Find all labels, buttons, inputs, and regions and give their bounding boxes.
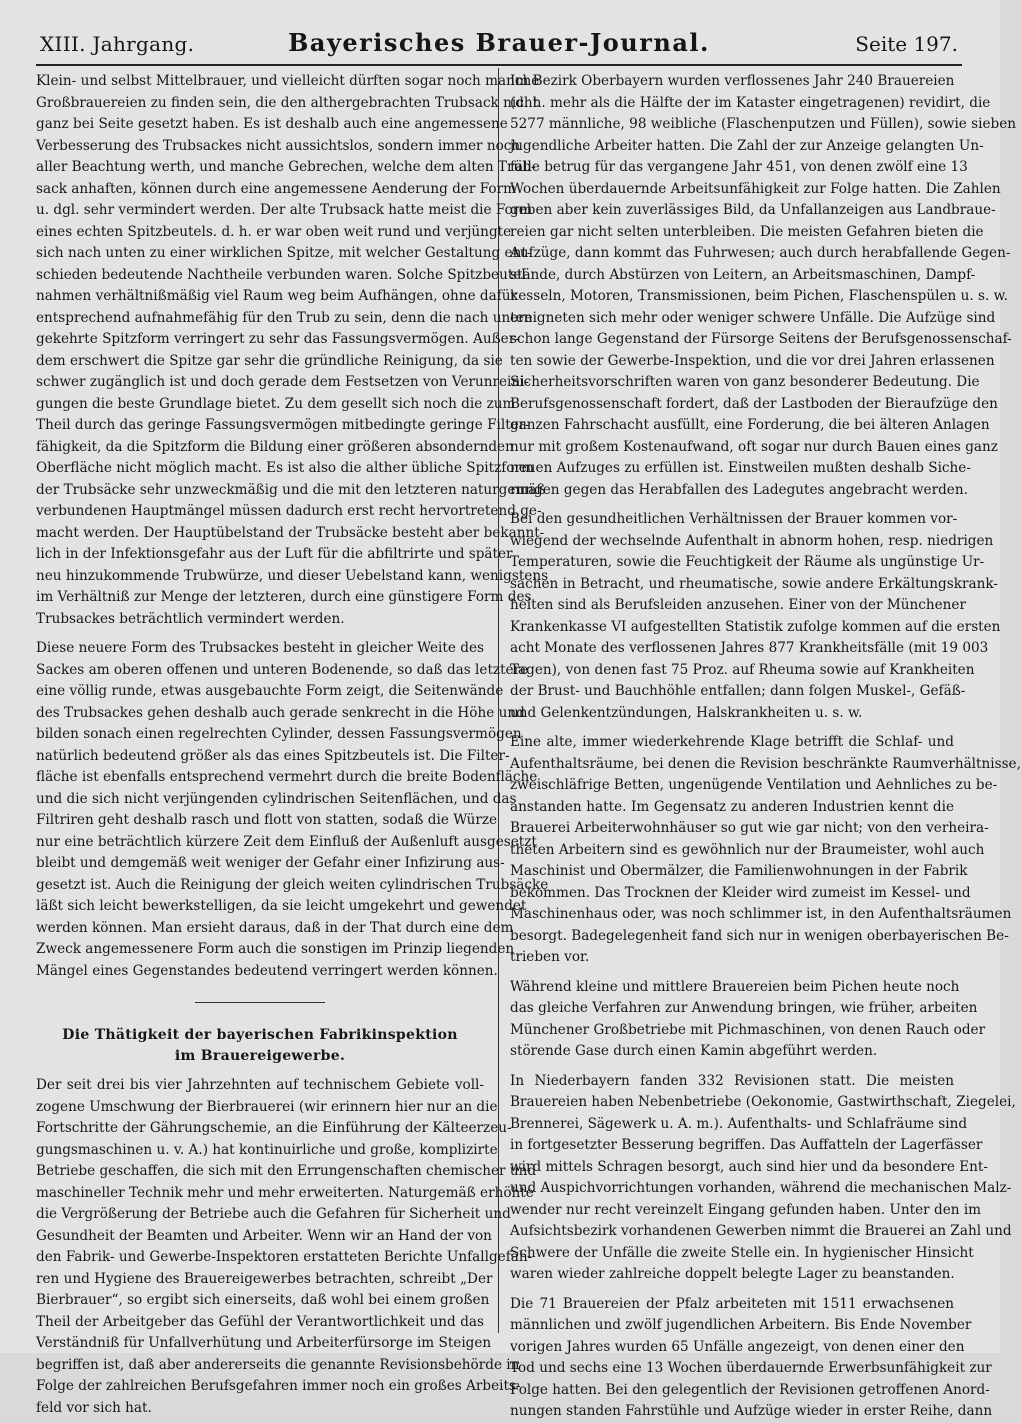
text-line: ganzen Fahrschacht ausfüllt, eine Forderung, die bei älteren Anlagen	[510, 417, 990, 433]
text-line: der Brust- und Bauchhöhle entfallen; dann folgen Muskel-, Gefäß-	[510, 683, 966, 699]
text-line: fähigkeit, da die Spitzform die Bildung einer größeren absondernden	[36, 438, 514, 455]
text-line: besorgt. Badegelegenheit fand sich nur in wenigen oberbayerischen Be-	[510, 927, 1009, 944]
text-line: im Verhältniß zur Menge der letzteren, durch eine günstigere Form des	[36, 589, 532, 605]
text-line: nur eine beträchtlich kürzere Zeit dem Einfluß der Außenluft ausgesetzt	[36, 833, 537, 850]
page-header	[40, 28, 958, 62]
text-line: schieden bedeutende Nachtheile verbunden waren. Solche Spitzbeutel	[36, 266, 526, 283]
text-line: Gesundheit der Beamten und Arbeiter. Wenn wir an Hand der von	[36, 1227, 492, 1244]
text-line: Bierbrauer“, so ergibt sich einerseits, daß wohl bei einem großen	[36, 1292, 490, 1308]
text-line: Sicherheitsvorschriften waren von ganz besonderer Bedeutung. Die	[510, 374, 980, 390]
text-line: theten Arbeitern sind es gewöhnlich nur der Braumeister, wohl auch	[510, 841, 985, 858]
text-line: lich in der Infektionsgefahr aus der Luft für die abfiltrirte und später	[36, 546, 513, 562]
left-column	[36, 71, 549, 1419]
text-line: gungsmaschinen u. v. A.) hat kontinuirliche und große, komplizirte	[36, 1141, 498, 1158]
text-line: Eine alte, immer wiederkehrende Klage betrifft die Schlaf- und	[510, 734, 954, 750]
text-line: Krankenkasse VI aufgestellten Statistik zufolge kommen auf die ersten	[510, 618, 1001, 635]
text-line: anstanden hatte. Im Gegensatz zu anderen Industrien kennt die	[510, 798, 954, 815]
section-title: Die Thätigkeit der bayerischen Fabrikinspektion	[62, 1027, 458, 1043]
text-line: rungen gegen das Herabfallen des Ladegutes angebracht werden.	[510, 481, 968, 498]
text-line: fläche ist ebenfalls entsprechend vermehrt durch die breite Bodenfläche	[36, 769, 538, 785]
text-line: zogene Umschwung der Bierbrauerei (wir erinnern hier nur an die	[36, 1098, 498, 1115]
text-line: wiegend der wechselnde Aufenthalt in abnorm hohen, resp. niedrigen	[510, 532, 994, 549]
text-line: nahmen verhältnißmäßig viel Raum weg beim Aufhängen, ohne dafür	[36, 288, 518, 304]
text-line: eine völlig runde, etwas ausgebauchte Form zeigt, die Seitenwände	[36, 683, 504, 699]
text-line: wird mittels Schragen besorgt, auch sind hier und da besondere Ent-	[510, 1158, 988, 1175]
text-line: schon lange Gegenstand der Fürsorge Seitens der Berufsgenossenschaf-	[510, 331, 1012, 347]
text-line: u. dgl. sehr vermindert werden. Der alte Trubsack hatte meist die Form	[36, 202, 533, 218]
text-line: Klein- und selbst Mittelbrauer, und vielleicht dürften sogar noch manche	[36, 73, 540, 89]
text-line: Tod und sechs eine 13 Wochen überdauernde Erwerbsunfähigkeit zur	[510, 1360, 992, 1376]
text-line: Maschinist und Obermälzer, die Familienwohnungen in der Fabrik	[510, 863, 968, 879]
header-rule	[36, 64, 962, 66]
text-line: acht Monate des verflossenen Jahres 877 Krankheitsfälle (mit 19 003	[510, 640, 989, 656]
text-line: männlichen und zwölf jugendlichen Arbeitern. Bis Ende November	[510, 1317, 972, 1333]
paragraph	[510, 977, 986, 1063]
text-line: 5277 männliche, 98 weibliche (Flaschenputzen und Füllen), sowie sieben	[510, 116, 1017, 132]
text-line: gungen die beste Grundlage bietet. Zu dem gesellt sich noch die zum	[36, 395, 516, 412]
text-line: werden können. Man ersieht daraus, daß in der That durch eine dem	[36, 919, 514, 936]
text-line: aller Beachtung werth, und manche Gebrechen, welche dem alten Trub-	[36, 159, 536, 175]
paragraph	[510, 509, 1001, 724]
text-line: Theil durch das geringe Fassungsvermögen mitbedingte geringe Filter-	[36, 417, 530, 433]
text-line: läßt sich leicht bewerkstelligen, da sie leicht umgekehrt und gewendet	[36, 898, 527, 914]
text-line: sich nach unten zu einer wirklichen Spitze, mit welcher Gestaltung ent-	[36, 245, 532, 261]
text-line: feld vor sich hat.	[36, 1399, 152, 1416]
text-line: In Niederbayern fanden 332 Revisionen statt. Die meisten	[510, 1072, 954, 1089]
text-line: der Trubsäcke sehr unzweckmäßig und die mit den letzteren naturgemäß	[36, 481, 546, 498]
text-line: Betriebe geschaffen, die sich mit den Errungenschaften chemischer und	[36, 1163, 537, 1179]
text-line: neuen Aufzuges zu erfüllen ist. Einstweilen mußten deshalb Siche-	[510, 460, 971, 476]
text-line: ren und Hygiene des Brauereigewerbes betrachten, schreibt „Der	[36, 1270, 493, 1287]
text-line: gekehrte Spitzform verringert zu sehr das Fassungsvermögen. Außer-	[36, 331, 520, 347]
text-line: des Trubsackes gehen deshalb auch gerade senkrecht in die Höhe und	[36, 704, 525, 721]
text-line: Fortschritte der Gährungschemie, an die Einführung der Kälteerzeu-	[36, 1120, 512, 1136]
text-line: Wochen überdauernde Arbeitsunfähigkeit zur Folge hatten. Die Zahlen	[510, 180, 1001, 197]
text-line: schwer zugänglich ist und doch gerade dem Festsetzen von Verunreini-	[36, 374, 530, 390]
text-line: jugendliche Arbeiter hatten. Die Zahl der zur Anzeige gelangten Un-	[510, 137, 984, 154]
text-line: stände, durch Abstürzen von Leitern, an Arbeitsmaschinen, Dampf-	[510, 266, 976, 283]
text-line: ganz bei Seite gesetzt haben. Es ist deshalb auch eine angemessene	[36, 116, 508, 132]
text-line: Großbrauereien zu finden sein, die den althergebrachten Trubsack nicht	[36, 94, 539, 111]
text-line: sack anhaften, können durch eine angemessene Aenderung der Form	[36, 180, 516, 197]
text-line: Verständniß für Unfallverhütung und Arbeiterfürsorge im Steigen	[36, 1335, 492, 1351]
text-line: und Gelenkentzündungen, Halskrankheiten u. s. w.	[510, 704, 863, 721]
text-line: Brennerei, Sägewerk u. A. m.). Aufenthalts- und Schlafräume sind	[510, 1115, 968, 1132]
text-line: eines echten Spitzbeutels. d. h. er war oben weit rund und verjüngte	[36, 223, 512, 240]
text-line: dem erschwert die Spitze gar sehr die gründliche Reinigung, da sie	[36, 352, 503, 369]
paragraph	[36, 71, 549, 630]
text-line: das gleiche Verfahren zur Anwendung bringen, wie früher, arbeiten	[510, 1000, 978, 1016]
text-line: Berufsgenossenschaft fordert, daß der Lastboden der Bieraufzüge den	[510, 395, 998, 412]
journal-title: Bayerisches Brauer-Journal.	[288, 28, 710, 57]
text-line: Sackes am oberen offenen und unteren Bodenende, so daß das letztere	[36, 661, 529, 678]
text-line: Oberfläche nicht möglich macht. Es ist also die alther übliche Spitzform	[36, 460, 534, 476]
text-line: waren wieder zahlreiche doppelt belegte Lager zu beanstanden.	[510, 1266, 955, 1282]
paragraph	[36, 638, 549, 982]
text-line: Schwere der Unfälle die zweite Stelle ein. In hygienischer Hinsicht	[510, 1244, 974, 1261]
paragraph	[510, 1071, 1016, 1286]
text-line: Verbesserung des Trubsackes nicht aussichtslos, sondern immer noch	[36, 137, 521, 154]
text-line: den Fabrik- und Gewerbe-Inspektoren erstatteten Berichte Unfallgefah-	[36, 1249, 533, 1265]
text-line: Zweck angemessenere Form auch die sonstigen im Prinzip liegenden	[36, 941, 515, 957]
text-line: störende Gase durch einen Kamin abgeführt werden.	[510, 1043, 878, 1059]
text-line: Folge der zahlreichen Berufsgefahren immer noch ein großes Arbeits-	[36, 1378, 521, 1394]
section-paragraph	[36, 1075, 537, 1419]
text-line: Filtriren geht deshalb rasch und flott von statten, sodaß die Würze	[36, 812, 498, 828]
text-line: entsprechend aufnahmefähig für den Trub zu sein, denn die nach unten	[36, 309, 533, 326]
text-line: trieben vor.	[510, 949, 590, 965]
paragraph	[510, 732, 1021, 969]
text-line: Folge hatten. Bei den gelegentlich der Revisionen getroffenen Anord-	[510, 1381, 990, 1398]
text-line: Der seit drei bis vier Jahrzehnten auf technischem Gebiete voll-	[36, 1077, 484, 1093]
text-line: ereigneten sich mehr oder weniger schwere Unfälle. Die Aufzüge sind	[510, 309, 996, 326]
text-line: nur mit großem Kostenaufwand, oft sogar nur durch Bauen eines ganz	[510, 438, 998, 455]
section-title: im Brauereigewerbe.	[174, 1048, 346, 1064]
text-line: geben aber kein zuverlässiges Bild, da Unfallanzeigen aus Landbraue-	[510, 202, 996, 218]
text-line: neu hinzukommende Trubwürze, und dieser Uebelstand kann, wenigstens	[36, 567, 549, 584]
text-line: wender nur recht vereinzelt Eingang gefunden haben. Unter den im	[510, 1201, 982, 1218]
section-separator	[195, 1002, 325, 1003]
text-line: Brauerei Arbeiterwohnhäuser so gut wie gar nicht; von den verheira-	[510, 820, 989, 836]
text-line: und die sich nicht verjüngenden cylindrischen Seitenflächen, und das	[36, 790, 517, 807]
text-line: sachen in Betracht, und rheumatische, sowie andere Erkältungskrank-	[510, 575, 998, 592]
text-line: fälle betrug für das vergangene Jahr 451, von denen zwölf eine 13	[510, 159, 968, 175]
text-line: heiten sind als Berufsleiden anzusehen. Einer von der Münchener	[510, 597, 966, 613]
text-line: Mängel eines Gegenstandes bedeutend verringert werden können.	[36, 962, 498, 979]
text-line: macht werden. Der Hauptübelstand der Trubsäcke besteht aber bekannt-	[36, 524, 545, 541]
text-line: kesseln, Motoren, Transmissionen, beim Pichen, Flaschenspülen u. s. w.	[510, 288, 1008, 304]
text-line: Aufzüge, dann kommt das Fuhrwesen; auch durch herabfallende Gegen-	[510, 245, 1011, 261]
text-line: Aufsichtsbezirk vorhandenen Gewerben nimmt die Brauerei an Zahl und	[510, 1223, 1012, 1239]
text-line: natürlich bedeutend größer als das eines Spitzbeutels ist. Die Filter-	[36, 747, 510, 764]
text-line: maschineller Technik mehr und mehr erweiterten. Naturgemäß erhöhte	[36, 1184, 534, 1201]
text-line: bilden sonach einen regelrechten Cylinder, dessen Fassungsvermögen	[36, 726, 522, 742]
text-line: (d. h. mehr als die Hälfte der im Kataster eingetragenen) revidirt, die	[510, 94, 991, 111]
text-line: zweischläfrige Betten, ungenügende Ventilation und Aehnliches zu be-	[510, 777, 998, 793]
text-line: Brauereien haben Nebenbetriebe (Oekonomie, Gastwirthschaft, Ziegelei,	[510, 1094, 1016, 1110]
text-line: Diese neuere Form des Trubsackes besteht in gleicher Weite des	[36, 640, 484, 656]
text-line: bleibt und demgemäß weit weniger der Gefahr einer Infizirung aus-	[36, 855, 505, 871]
text-line: Bei den gesundheitlichen Verhältnissen der Brauer kommen vor-	[510, 511, 958, 527]
text-line: bekommen. Das Trocknen der Kleider wird zumeist im Kessel- und	[510, 884, 971, 901]
text-line: Aufenthaltsräume, bei denen die Revision beschränkte Raumverhältnisse,	[510, 755, 1021, 772]
page-number: Seite 197.	[855, 32, 958, 56]
text-line: Temperaturen, sowie die Feuchtigkeit der Räume als ungünstige Ur-	[510, 554, 985, 570]
text-line: verbundenen Hauptmängel müssen dadurch erst recht hervortretend ge-	[36, 503, 542, 519]
text-line: gesetzt ist. Auch die Reinigung der gleich weiten cylindrischen Trubsäcke	[36, 876, 549, 893]
text-line: reien gar nicht selten unterbleiben. Die meisten Gefahren bieten die	[510, 223, 984, 240]
paragraph	[510, 1294, 993, 1423]
text-line: und Auspichvorrichtungen vorhanden, während die mechanischen Malz-	[510, 1180, 1012, 1196]
text-line: ten sowie der Gewerbe-Inspektion, und die vor drei Jahren erlassenen	[510, 352, 995, 369]
text-line: Trubsackes beträchtlich vermindert werden.	[36, 610, 345, 627]
text-line: vorigen Jahres wurden 65 Unfälle angezeigt, von denen einer den	[510, 1338, 965, 1355]
text-line: Theil der Arbeitgeber das Gefühl der Verantwortlichkeit und das	[36, 1313, 484, 1330]
text-line: die Vergrößerung der Betriebe auch die Gefahren für Sicherheit und	[36, 1206, 511, 1222]
volume-label: XIII. Jahrgang.	[40, 32, 195, 56]
right-column	[510, 71, 1021, 1423]
text-line: nungen standen Fahrstühle und Aufzüge wieder in erster Reihe, dann	[510, 1403, 993, 1419]
text-line: Während kleine und mittlere Brauereien beim Pichen heute noch	[510, 978, 960, 995]
text-line: Tagen), von denen fast 75 Proz. auf Rheuma sowie auf Krankheiten	[510, 661, 975, 678]
text-line: Maschinenhaus oder, was noch schlimmer ist, in den Aufenthaltsräumen	[510, 906, 1012, 922]
paragraph	[510, 71, 1017, 501]
text-line: Im Bezirk Oberbayern wurden verflossenes Jahr 240 Brauereien	[510, 73, 955, 89]
text-line: begriffen ist, daß aber andererseits die genannte Revisionsbehörde in	[36, 1356, 520, 1373]
text-line: Die 71 Brauereien der Pfalz arbeiteten mit 1511 erwachsenen	[510, 1295, 954, 1312]
text-line: Münchener Großbetriebe mit Pichmaschinen, von denen Rauch oder	[510, 1021, 986, 1038]
text-line: in fortgesetzter Besserung begriffen. Das Auffatteln der Lagerfässer	[510, 1137, 983, 1153]
